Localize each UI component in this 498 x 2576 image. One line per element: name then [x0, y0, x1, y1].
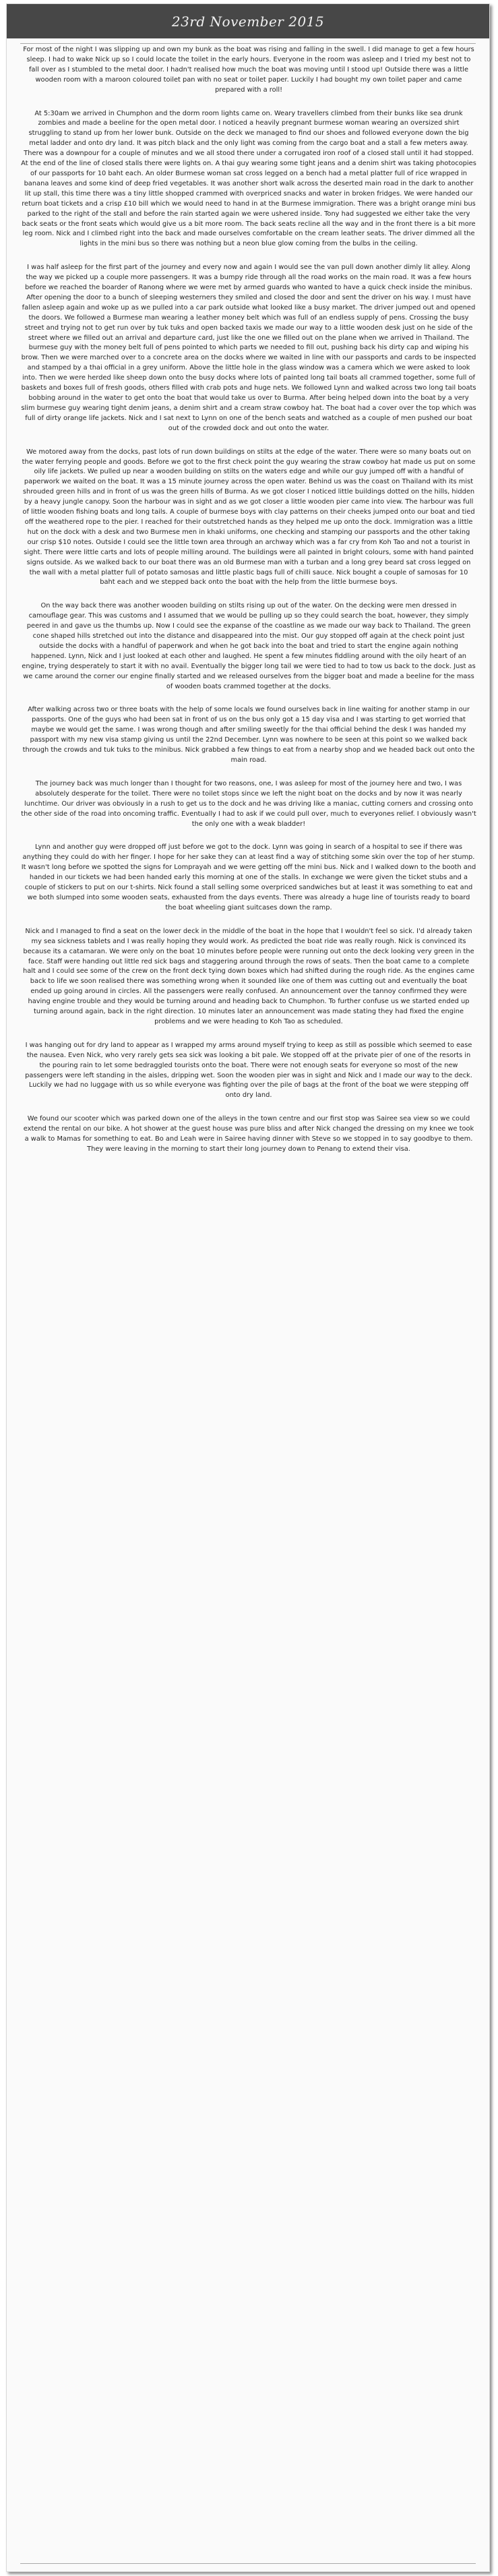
- paragraph: On the way back there was another wooden building on stilts rising up out of the water. On the decking were men dressed in camouflage gear. This was customs and I assumed that we would be pulling up so they could search the boat, however, they simply peered in and gave us the thumbs up. Now I could see the expanse of the coastline as we made our way back to Thailand. The green cone shaped hills stretched out into the distance and disappeared into the mist. Our guy stopped off again at the check point just outside the docks with a handful of paperwork and when he got back into the boat and tried to start the engine again nothing happened. Lynn, Nick and I just looked at each other and laughed. He spent a few minutes fiddling around with the oily heart of an engine, trying desperately to start it with no avail. Eventually the bigger long tail we were tied to had to tow us back to the dock. Just as we came around the corner our engine finally started and we released ourselves from the bigger boat and made a beeline for the mass of wooden boats crammed together at the docks.: [22, 602, 476, 690]
- paragraph: The journey back was much longer than I thought for two reasons, one, I was asleep for most of the journey here and two, I was absolutely desperate for the toilet. There were no toilet stops since we left the night boat on the docks and by now it was nearly lunchtime. Our driver was obviously in a rush to get us to the dock and he was driving like a maniac, cutting corners and crossing onto the other side of the road into oncoming traffic. Eventually I had to ask if we could pull over, much to everyones relief. I obviously wasn't the only one with a weak bladder!: [21, 779, 476, 828]
- paragraph: We motored away from the docks, past lots of run down buildings on stilts at the edge of the water. There were so many boats out on the water ferrying people and goods. Before we got to the first check point the guy wearing the straw cowboy hat made us put on some oily life jackets. We pulled up near a wooden building on stilts on the waters edge and while our guy jumped off with a handful of paperwork we waited on the boat. It was a 15 minute journey across the open water. Behind us was the coast on Thailand with its mist shrouded green hills and in front of us was the green hills of Burma. As we got closer I noticed little buildings dotted on the hills, hidden by a heavy jungle canopy. Soon the harbour was in sight and as we got closer a little wooden pier came into view. The harbour was full of little wooden fishing boats and long tails. A couple of burmese boys with clay patterns on their cheeks jumped onto our boat and tied off the weathered rope to the pier. I reached for their outstretched hands as they helped me up onto the dock. Immigration was a little hut on the dock with a desk and two Burmese men in khaki uniforms, one checking and stamping our passports and the other taking our crisp $10 notes. Outside I could see the little town area through an archway which was a far cry from Koh Tao and not a tourist in sight. There were little carts and lots of people milling around. The buildings were all painted in bright colours, some with hand painted signs outside. As we walked back to our boat there was an old Burmese man with a turban and a long grey beard sat cross legged on the wall with a metal platter full of potato samosas and little plastic bags full of chilli sauce. Nick bought a couple of samosas for 10 baht each and we stepped back onto the boat with the help from the little burmese boys.: [22, 448, 476, 587]
- paragraph: Nick and I managed to find a seat on the lower deck in the middle of the boat in the hope that I wouldn't feel so sick. I'd already taken my sea sickness tablets and I was really hoping they would work. As predicted the boat ride was really rough. Nick is convinced its because its a catamaran. We were only on the boat 10 minutes before people were running out onto the deck looking very green in the face. Staff were handing out little red sick bags and staggering around through the rows of seats. Then the boat came to a complete halt and I could see some of the crew on the front deck tying down boxes which had shifted during the rough ride. As the engines came back to life we soon realised there was something wrong when it sounded like one of them was cutting out and eventually the boat ended up going around in circles. All the passengers were really confused. An announcement over the tannoy confirmed they were having engine trouble and they would be turning around and heading back to Chumphon. To further confuse us we started ended up turning around again, back in the right direction. 10 minutes later an announcement was made stating they had fixed the engine problems and we were heading to Koh Tao as scheduled.: [23, 927, 474, 1025]
- paragraph: After walking across two or three boats with the help of some locals we found ourselves back in line waiting for another stamp in our passports. One of the guys who had been sat in front of us on the bus only got a 15 day visa and I was starting to get worried that maybe we would get the same. I was wrong though and after smiling sweetly for the thai official behind the desk I was handed my passport with my new visa stamp giving us until the 22nd December. Lynn was nowhere to be seen at this point so we walked back through the crowds and tuk tuks to the minibus. Nick grabbed a few things to eat from a nearby shop and we headed back out onto the main road.: [22, 706, 475, 764]
- bottom-divider: [20, 2563, 476, 2564]
- paragraph: We found our scooter which was parked down one of the alleys in the town centre and our first stop was Sairee sea view so we could extend the rental on our bike. A hot shower at the guest house was pure bliss and after Nick changed the dressing on my knee we took a walk to Mamas for something to eat. Bo and Leah were in Sairee having dinner with Steve so we stopped in to say goodbye to them. They were leaving in the morning to start their long journey down to Penang to extend their visa.: [23, 1115, 474, 1153]
- journal-page: [6, 3, 490, 2572]
- paragraph: At 5:30am we arrived in Chumphon and the dorm room lights came on. Weary travellers climbed from their bunks like sea drunk zombies and made a beeline for the open metal door. I noticed a heavily pregnant burmese woman wearing an oversized shirt struggling to stand up from her lower bunk. Outside on the deck we managed to find our shoes and followed everyone down the big metal ladder and onto dry land. It was pitch black and the only light was coming from the cargo boat and a stall a few meters away. There was a downpour for a couple of minutes and we all stood there under a corrugated iron roof of a closed stall until it had stopped. At the end of the line of closed stalls there were lights on. A thai guy wearing some tight jeans and a denim shirt was taking photocopies of our passports for 10 baht each. An older Burmese woman sat cross legged on a bench had a metal platter full of rice wrapped in banana leaves and some kind of deep fried vegetables. It was another short walk across the deserted main road in the dark to another lit up stall, this time there was a tiny little shopped crammed with overpriced snacks and water in broken fridges. We were handed our return boat tickets and a crisp £10 bill which we would need to hand in at the Burmese immigration. There was a bright orange mini bus parked to the right of the stall and before the rain started again we were ushered inside. Tony had suggested we either take the very back seats or the front seats which would give us a bit more room. The back seats recline all the way and in the front there is a bit more leg room. Nick and I climbed right into the back and made ourselves comfortable on the cream leather seats. The driver dimmed all the lights in the mini bus so there was nothing but a neon blue glow coming from the bulbs in the ceiling.: [21, 109, 476, 248]
- paragraph: Lynn and another guy were dropped off just before we got to the dock. Lynn was going in search of a hospital to see if there was anything they could do with her finger. I hope for her sake they can at least find a way of stitching some skin over the top of her stump. It wasn't long before we spotted the signs for Lomprayah and we were getting off the mini bus. Nick and I walked down to the booth and handed in our tickets we had been handed early this morning at one of the stalls. In exchange we were given the ticket stubs and a couple of stickers to put on our t-shirts. Nick found a stall selling some overpriced sandwiches but at least it was something to eat and we both slumped into some wooden seats, exhausted from the days events. There was already a huge line of tourists ready to board the boat wheeling giant suitcases down the ramp.: [21, 843, 476, 911]
- journal-body: [21, 45, 476, 2558]
- page-title: 23rd November 2015: [171, 13, 325, 30]
- paragraph: I was half asleep for the first part of the journey and every now and again I would see the van pull down another dimly lit alley. Along the way we picked up a couple more passengers. It was a bumpy ride through all the road works on the main road. It was a few hours before we reached the boarder of Ranong where we were met by armed guards who wanted to have a quick check inside the minibus. After opening the door to a bunch of sleeping westerners they smiled and closed the door and sent the driver on his way. I must have fallen asleep again and woke up as we pulled into a car park outside what looked like a busy market. The driver jumped out and opened the doors. We followed a Burmese man wearing a leather money belt which was full of an endless supply of pens. Crossing the busy street and trying not to get run over by tuk tuks and open backed taxis we made our way to a little wooden desk just on he side of the street where we filled out an arrival and departure card, just like the one we filled out on the plane when we arrived in Thailand. The burmese guy with the money belt full of pens pointed to which parts we needed to fill out, pushing back his dirty cap and wiping his brow. Then we were marched over to a concrete area on the docks where we waited in line with our passports and cards to be inspected and stamped by a thai official in a grey uniform. Above the little hole in the glass window was a camera which we were asked to look into. Then we were herded like sheep down onto the busy docks where lots of painted long tail boats all crammed together, some full of baskets and boxes full of fresh goods, others filled with crab pots and huge nets. We followed Lynn and walked across two long tail boats bobbing around in the water to get onto the boat that would take us over to Burma. After being helped down into the boat by a very slim burmese guy wearing tight denim jeans, a denim shirt and a cream straw cowboy hat. The boat had a cover over the top which was full of dirty orange life jackets. Nick and I sat next to Lynn on one of the bench seats and watched as a couple of men pushed our boat out of the crowded dock and out onto the water.: [21, 264, 476, 432]
- date-header: [7, 4, 489, 38]
- paragraph: I was hanging out for dry land to appear as I wrapped my arms around myself trying to keep as still as possible which seemed to ease the nausea. Even Nick, who very rarely gets sea sick was looking a bit pale. We stopped off at the private pier of one of the resorts in the pouring rain to let some bedraggled tourists onto the boat. There were not enough seats for everyone so most of the new passengers were left standing in the aisles, dripping wet. Soon the wooden pier was in sight and Nick and I made our way to the deck. Luckily we had no luggage with us so while everyone was fighting over the pile of bags at the front of the boat we were stepping off onto dry land.: [25, 1041, 472, 1100]
- top-divider: [20, 43, 476, 44]
- paragraph: For most of the night I was slipping up and own my bunk as the boat was rising and falling in the swell. I did manage to get a few hours sleep. I had to wake Nick up so I could locate the toilet in the early hours. Everyone in the room was asleep and I tried my best not to fall over as I stumbled to the metal door. I hadn't realised how much the boat was moving until I stood up! Outside there was a little wooden room with a maroon coloured toilet pan with no seat or toilet paper. Luckily I had bought my own toilet paper and came prepared with a roll!: [23, 46, 474, 94]
